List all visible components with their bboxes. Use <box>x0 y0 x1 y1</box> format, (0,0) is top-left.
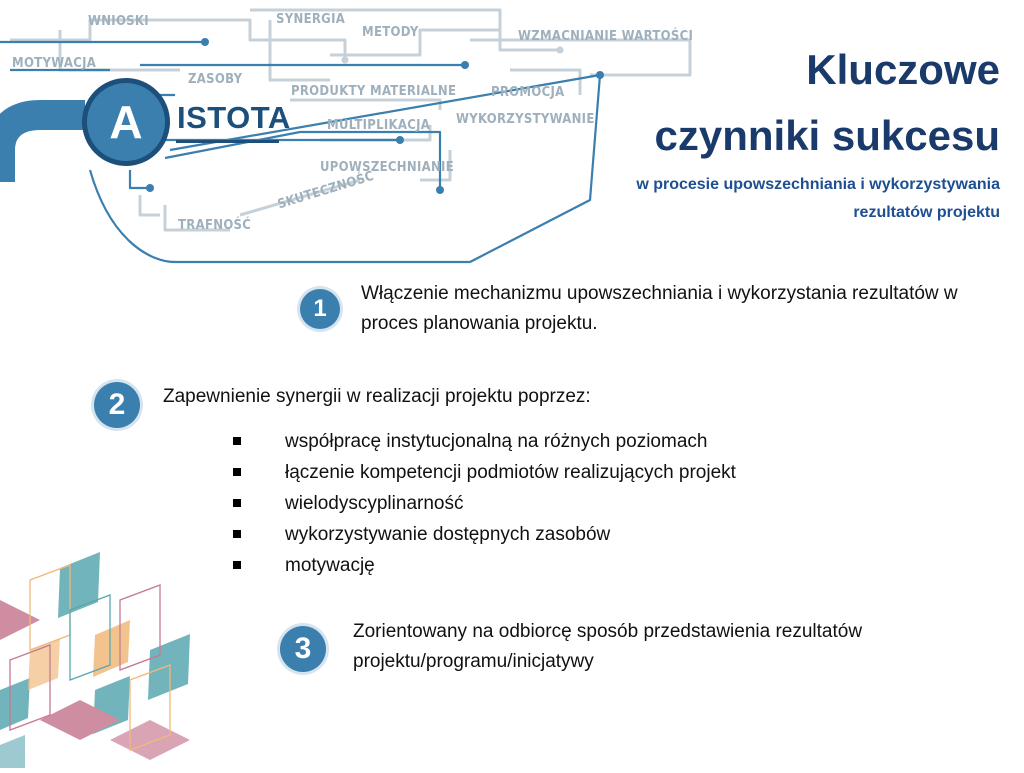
keyword-motywacja: MOTYWACJA <box>12 56 97 71</box>
list-item <box>233 519 736 550</box>
number-badge-2-icon: 2 <box>94 382 140 428</box>
keyword-skutecznosc: SKUTECZNOŚĆ <box>276 168 376 213</box>
number-badge-1-icon: 1 <box>300 289 340 329</box>
list-item-text: motywację <box>285 555 375 576</box>
list-item-text: wielodyscyplinarność <box>285 493 464 514</box>
synergy-bullet-list <box>233 426 736 581</box>
keyword-wnioski: WNIOSKI <box>88 14 149 29</box>
list-item <box>233 550 736 581</box>
keyword-zasoby: ZASOBY <box>188 72 243 87</box>
decorative-rhombus-pattern <box>0 540 240 768</box>
logo-underline <box>176 140 279 143</box>
square-bullet-icon <box>233 468 241 476</box>
keyword-wzmacnianie-wartosci: WZMACNIANIE WARTOŚCI <box>518 29 694 44</box>
keyword-synergia: SYNERGIA <box>276 12 346 27</box>
list-item-text: współpracę instytucjonalną na różnych poziomach <box>285 431 708 452</box>
square-bullet-icon <box>233 499 241 507</box>
keyword-promocja: PROMOCJA <box>491 85 565 100</box>
list-item <box>233 457 736 488</box>
keyword-wykorzystywanie: WYKORZYSTYWANIE <box>456 112 595 127</box>
page-title-line-1: Kluczowe <box>806 46 1000 93</box>
list-item-text: łączenie kompetencji podmiotów realizujących projekt <box>285 462 736 483</box>
list-item <box>233 426 736 457</box>
page-subtitle-line-2: rezultatów projektu <box>853 204 1000 221</box>
number-badge-3-icon: 3 <box>280 626 326 672</box>
logo-badge: A <box>82 78 170 166</box>
keyword-trafnosc: TRAFNOŚĆ <box>178 218 252 233</box>
square-bullet-icon <box>233 530 241 538</box>
keyword-produkty-materialne: PRODUKTY MATERIALNE <box>291 84 457 99</box>
list-item-text: wykorzystywanie dostępnych zasobów <box>285 524 611 545</box>
page-title-line-2: czynniki sukcesu <box>654 112 1000 159</box>
item-3-text: Zorientowany na odbiorcę sposób przedstawienia rezultatów projektu/programu/inicjatywy <box>353 621 863 672</box>
list-item <box>233 488 736 519</box>
item-2-text: Zapewnienie synergii w realizacji projektu poprzez: <box>163 386 591 407</box>
keyword-multiplikacja: MULTIPLIKACJA <box>327 118 431 133</box>
keyword-metody: METODY <box>362 25 419 40</box>
keyword-upowszechnianie: UPOWSZECHNIANIE <box>320 160 454 175</box>
decorative-tiles <box>0 540 240 768</box>
header-graphic <box>0 0 700 270</box>
item-1-text: Włączenie mechanizmu upowszechniania i wykorzystania rezultatów w proces planowania projektu. <box>361 283 958 334</box>
page-subtitle-line-1: w procesie upowszechniania i wykorzystywania <box>636 176 1000 193</box>
logo-wordmark: ISTOTA <box>177 100 291 135</box>
square-bullet-icon <box>233 437 241 445</box>
